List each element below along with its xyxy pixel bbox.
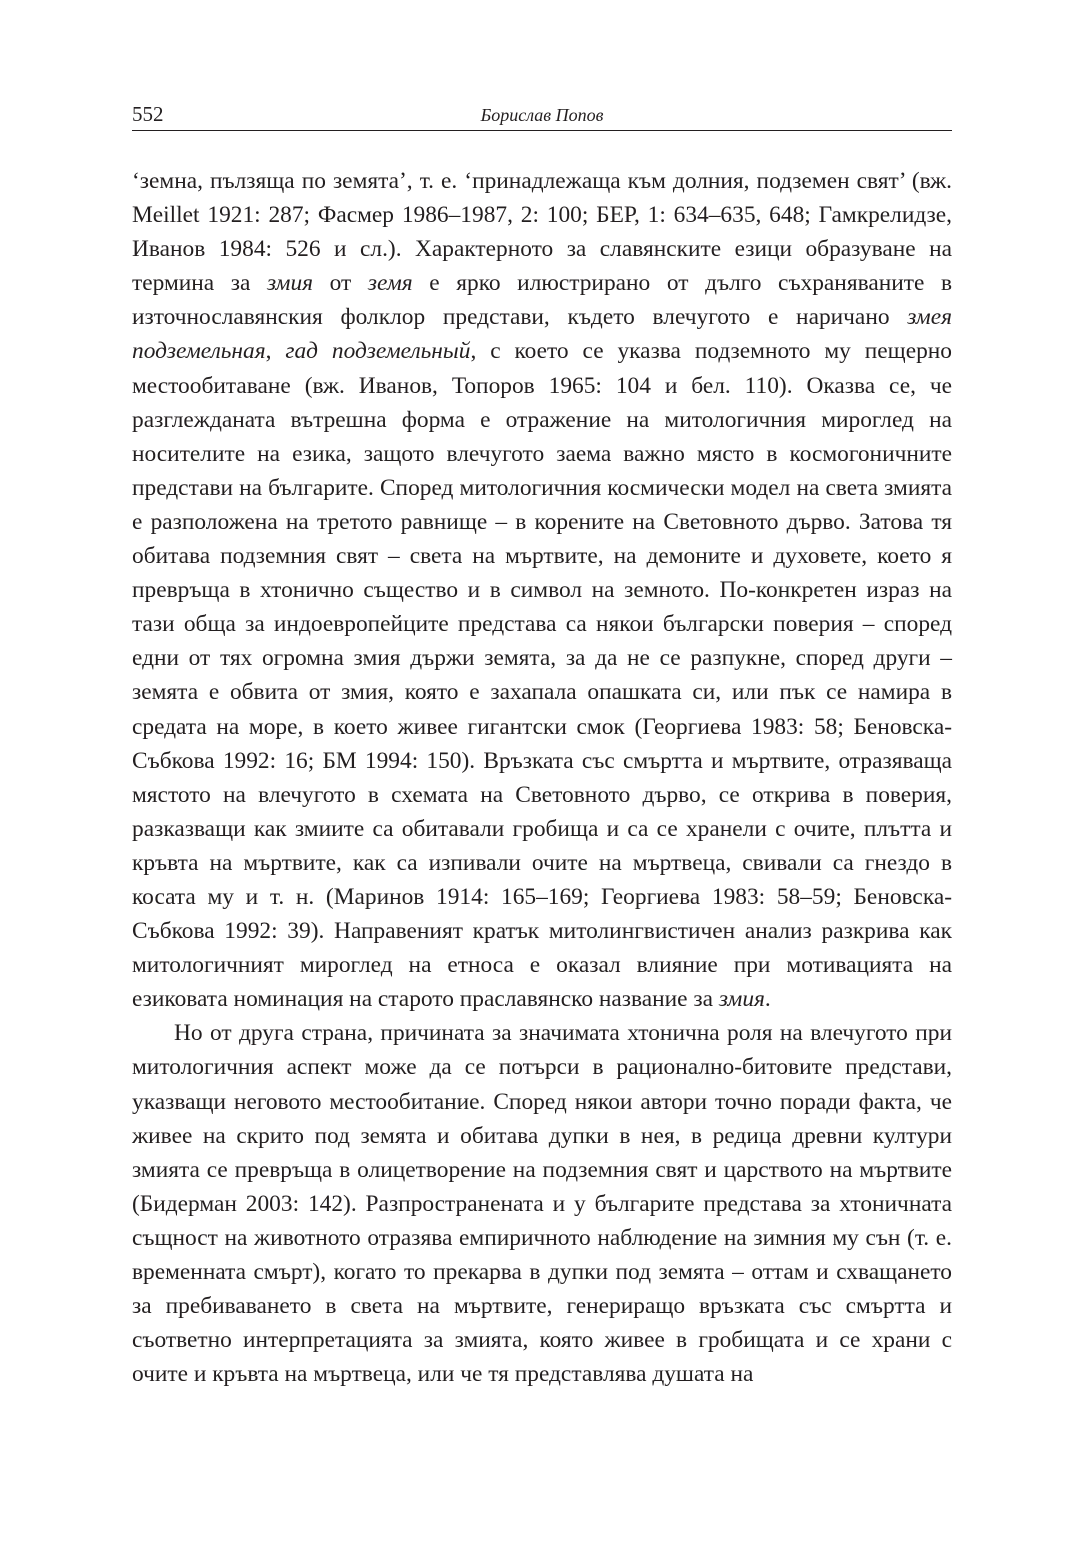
text-run: е ярко илюстрирано от дълго съхраняваните в източнославянския фолклор представи, където влечугото е наричано xyxy=(132,270,952,331)
page-header xyxy=(132,100,952,131)
italic-term: змия xyxy=(718,986,765,1013)
text-run: . xyxy=(764,986,771,1013)
running-head-author: Борислав Попов xyxy=(480,105,604,125)
italic-term: гад подземельный xyxy=(285,338,471,365)
italic-term: змия xyxy=(267,270,314,297)
page-number: 552 xyxy=(132,102,164,126)
body-text xyxy=(132,164,952,1391)
text-run: , с което се указва подземното му пещерно местообитаване (вж. Иванов, Топоров 1965: 104 и бел. 110). Оказва се, че разглежданата вътрешна форма е отражение на митологичния мироглед на носителите на езика, защото влечугото заема важно място в космогоничните представи на българите. Според митологичния космически модел на света змията е разположена на третото равнище – в корените на Световното дърво. Затова тя обитава подземния свят – света на мъртвите, на демоните и духовете, което я превръща в хтонично същество и в символ на земното. По-конкретен израз на тази обща за индоевропейците представа са някои български поверия – според едни от тях огромна змия държи земята, за да не се разпукне, според други – земята е обвита от змия, която е захапала опашката си, или пък се намира в средата на море, в което живее гигантски смок (Георгиева 1983: 58; Беновска-Събкова 1992: 16; БМ 1994: 150). Връзката със смъртта и мъртвите, отразяваща мястото на влечугото в схемата на Световното дърво, се открива в поверия, разказващи как змиите са обитавали гробища и са се хранели с очите, плътта и кръвта на мъртвите, как са изпивали очите на мъртвеца, свивали са гнездо в косата му и т. н. (Маринов 1914: 165–169; Георгиева 1983: 58–59; Беновска-Събкова 1992: 39). Направеният кратък митолингвистичен анализ разкрива как митологичният мироглед на етноса е оказал влияние при мотивацията на езиковата номинация на старото праславянско название за xyxy=(132,338,952,1013)
italic-term: земя xyxy=(367,270,413,297)
italic-term: змея подземельная xyxy=(132,304,952,365)
text-run: от xyxy=(313,270,368,297)
paragraph xyxy=(132,164,952,1016)
text-run: ‘земна, пълзяща по земята’, т. е. ‘принадлежаща към долния, подземен свят’ (вж. Meillet 1921: 287; Фасмер 1986–1987, 2: 100; БЕР, 1: 634–635, 648; Гамкрелидзе, Иванов 1984: 526 и сл.). Характерното за славянските езици образуване на термина за xyxy=(132,168,952,297)
text-run: , xyxy=(265,338,286,365)
paragraph: Но от друга страна, причината за значимата хтонична роля на влечугото при митологичния аспект може да се потърси в рационално-битовите представи, указващи неговото местообитание. Според някои автори точно поради факта, че живее на скрито под земята и обитава дупки в нея, в редица древни култури змията се превръща в олицетворение на подземния свят и царството на мъртвите (Бидерман 2003: 142). Разпространената и у българите представа за хтоничната същност на животното отразява емпиричното наблюдение на зимния му сън (т. е. временната смърт), когато то прекарва в дупки под земята – оттам и схващането за пребиваването в света на мъртвите, генериращо връзката със смъртта и съответно интерпретацията за змията, която живее в гробищата и се храни с очите и кръвта на мъртвеца, или че тя представлява душата на xyxy=(132,1020,952,1388)
